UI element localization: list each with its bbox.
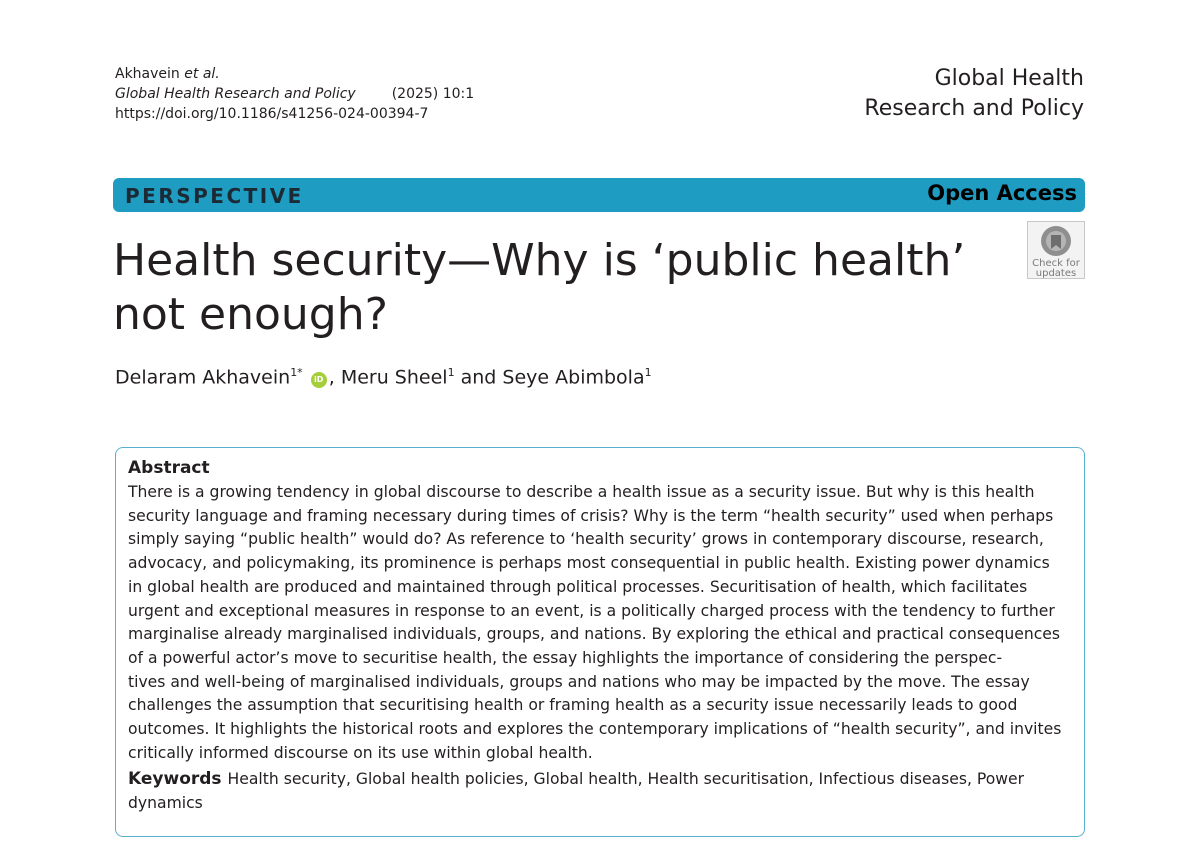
keywords: Keywords Health security, Global health policies, Global health, Health securitisation, Infectious diseases, Power dynamics [128, 769, 1025, 813]
check-for-updates-label: Check for updates [1032, 258, 1080, 279]
author-list: Delaram Akhavein$^{1*}$ iD , Meru Sheel$^1$ and Seye Abimbola$^1$ [115, 366, 652, 389]
open-access-label: Open Access [927, 181, 1077, 205]
abstract-heading: Abstract [128, 458, 210, 478]
abstract-text: There is a growing tendency in global discourse to describe a health issue as a security issue. But why is this health security language and framing necessary during times of crisis? Why is the term “health security” used when perhaps simply saying “public health” would do? As reference to ‘health security’ grows in contemporary discourse, research, advocacy, and policymaking, its prominence is perhaps most consequential in public health. Existing power dynamics in global health are produced and maintained through political processes. Securitisation of health, which facilitates urgent and exceptional measures in response to an event, is a politically charged process with the tendency to further marginalise already marginalised individuals, groups, and nations. By exploring the ethical and practical consequences of a powerful actor’s move to securitise health, the essay highlights the importance of considering the perspec- tives and well-being of marginalised individuals, groups and nations who may be impacted by the move. The essay challenges the assumption that securitising health or framing health as a security issue necessarily leads to good outcomes. It highlights the historical roots and explores the contemporary implications of “health security”, and invites critically informed discourse on its use within global health. [128, 483, 1062, 762]
citation-journal: Global Health Research and Policy (2025) 10:1 [115, 86, 475, 102]
citation-doi-link[interactable]: https://doi.org/10.1186/s41256-024-00394-7 [115, 106, 429, 122]
journal-name: Global Health Research and Policy [864, 66, 1084, 121]
keywords-list: Health security, Global health policies, Global health, Health securitisation, Infectious diseases, Power [227, 770, 1025, 789]
citation-issue: (2025) 10:1 [391, 86, 475, 102]
article-title: Health security—Why is ‘public health’ not enough? [113, 235, 966, 340]
author-affiliation: 1* [290, 366, 303, 379]
author-name[interactable]: Meru Sheel [340, 366, 448, 389]
keywords-label: Keywords [128, 769, 222, 790]
author-name[interactable]: Delaram Akhavein [115, 366, 291, 389]
abstract-box [115, 447, 1085, 837]
article-banner [113, 178, 1085, 212]
citation-authors: Akhavein et al. [115, 66, 220, 82]
orcid-icon[interactable]: iD [311, 372, 327, 388]
author-affiliation: 1 [447, 366, 455, 379]
crossmark-icon [1040, 225, 1072, 257]
check-for-updates-button[interactable] [1027, 221, 1085, 279]
author-name[interactable]: Seye Abimbola [502, 366, 645, 389]
citation-block [115, 64, 474, 124]
author-affiliation: 1 [644, 366, 652, 379]
article-type: PERSPECTIVE [125, 184, 304, 208]
